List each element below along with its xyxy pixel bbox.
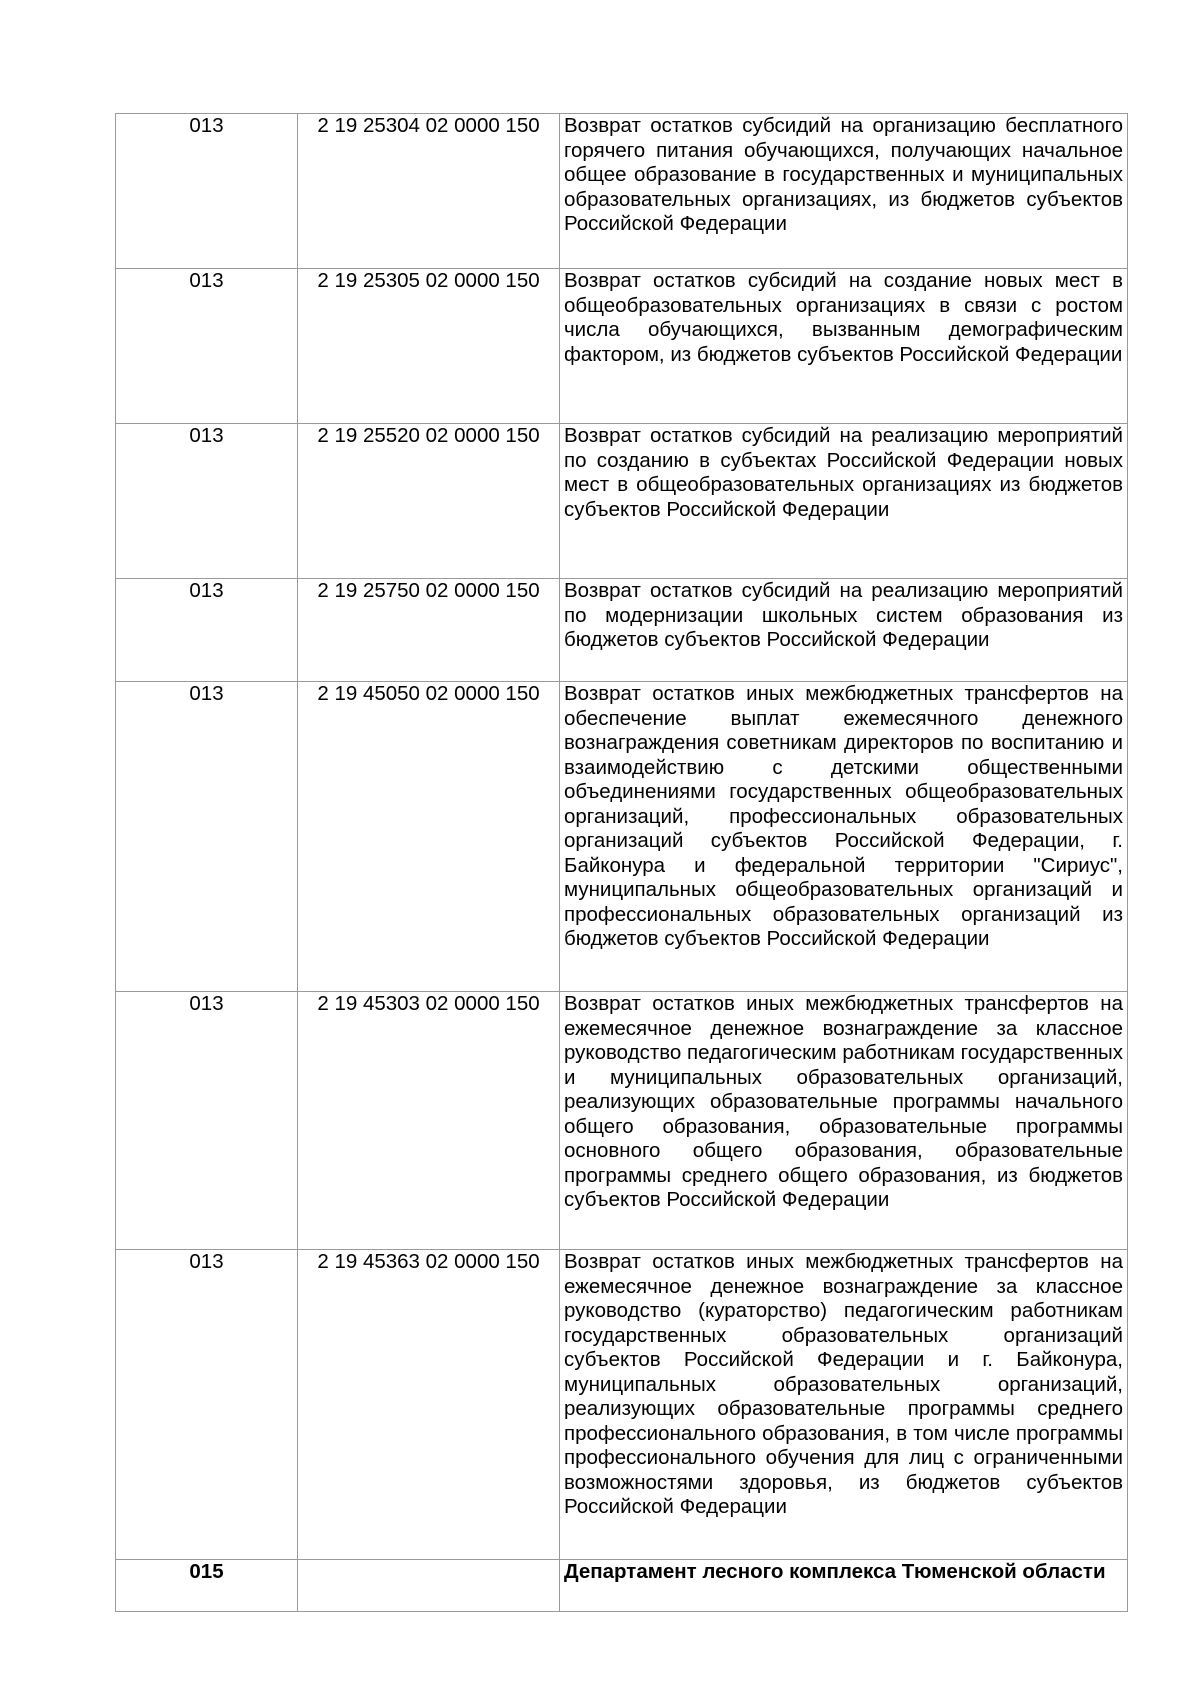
admin-code-cell: 015: [116, 1560, 298, 1612]
budget-code-cell: 2 19 25520 02 0000 150: [298, 424, 560, 579]
table-row: [116, 992, 1128, 1250]
table-row: [116, 114, 1128, 269]
document-page: [115, 113, 1127, 1612]
table-row: [116, 1560, 1128, 1612]
budget-code-cell: 2 19 45363 02 0000 150: [298, 1250, 560, 1560]
table-row: [116, 682, 1128, 992]
income-name-cell: Возврат остатков иных межбюджетных трансфертов на обеспечение выплат ежемесячного денежного вознаграждения советникам директоров по воспитанию и взаимодействию с детскими общественными объединениями государственных общеобразовательных организаций, профессиональных образовательных организаций субъектов Российской Федерации, г. Байконура и федеральной территории "Сириус", муниципальных общеобразовательных организаций и профессиональных образовательных организаций из бюджетов субъектов Российской Федерации: [560, 682, 1128, 992]
admin-code-cell: 013: [116, 682, 298, 992]
admin-code-cell: 013: [116, 424, 298, 579]
income-name-cell: Департамент лесного комплекса Тюменской области: [560, 1560, 1128, 1612]
table-row: [116, 269, 1128, 424]
budget-code-cell: 2 19 25750 02 0000 150: [298, 579, 560, 682]
table-row: [116, 1250, 1128, 1560]
admin-code-cell: 013: [116, 579, 298, 682]
budget-code-cell: 2 19 25305 02 0000 150: [298, 269, 560, 424]
budget-code-cell: 2 19 25304 02 0000 150: [298, 114, 560, 269]
budget-code-cell: 2 19 45050 02 0000 150: [298, 682, 560, 992]
admin-code-cell: 013: [116, 114, 298, 269]
income-name-cell: Возврат остатков субсидий на реализацию мероприятий по модернизации школьных систем образования из бюджетов субъектов Российской Федерации: [560, 579, 1128, 682]
table-body: [116, 114, 1128, 1612]
table-row: [116, 424, 1128, 579]
budget-code-cell: 2 19 45303 02 0000 150: [298, 992, 560, 1250]
income-name-cell: Возврат остатков иных межбюджетных трансфертов на ежемесячное денежное вознаграждение за классное руководство (кураторство) педагогическим работникам государственных образовательных организаций субъектов Российской Федерации и г. Байконура, муниципальных образовательных организаций, реализующих образовательные программы среднего профессионального образования, в том числе программы профессионального обучения для лиц с ограниченными возможностями здоровья, из бюджетов субъектов Российской Федерации: [560, 1250, 1128, 1560]
admin-code-cell: 013: [116, 992, 298, 1250]
admin-code-cell: 013: [116, 1250, 298, 1560]
income-name-cell: Возврат остатков субсидий на реализацию мероприятий по созданию в субъектах Российской Федерации новых мест в общеобразовательных организациях из бюджетов субъектов Российской Федерации: [560, 424, 1128, 579]
revenue-codes-table: [115, 113, 1128, 1612]
income-name-cell: Возврат остатков субсидий на организацию бесплатного горячего питания обучающихся, получающих начальное общее образование в государственных и муниципальных образовательных организациях, из бюджетов субъектов Российской Федерации: [560, 114, 1128, 269]
budget-code-cell: [298, 1560, 560, 1612]
admin-code-cell: 013: [116, 269, 298, 424]
table-row: [116, 579, 1128, 682]
income-name-cell: Возврат остатков субсидий на создание новых мест в общеобразовательных организациях в связи с ростом числа обучающихся, вызванным демографическим фактором, из бюджетов субъектов Российской Федерации: [560, 269, 1128, 424]
income-name-cell: Возврат остатков иных межбюджетных трансфертов на ежемесячное денежное вознаграждение за классное руководство педагогическим работникам государственных и муниципальных образовательных организаций, реализующих образовательные программы начального общего образования, образовательные программы основного общего образования, образовательные программы среднего общего образования, из бюджетов субъектов Российской Федерации: [560, 992, 1128, 1250]
